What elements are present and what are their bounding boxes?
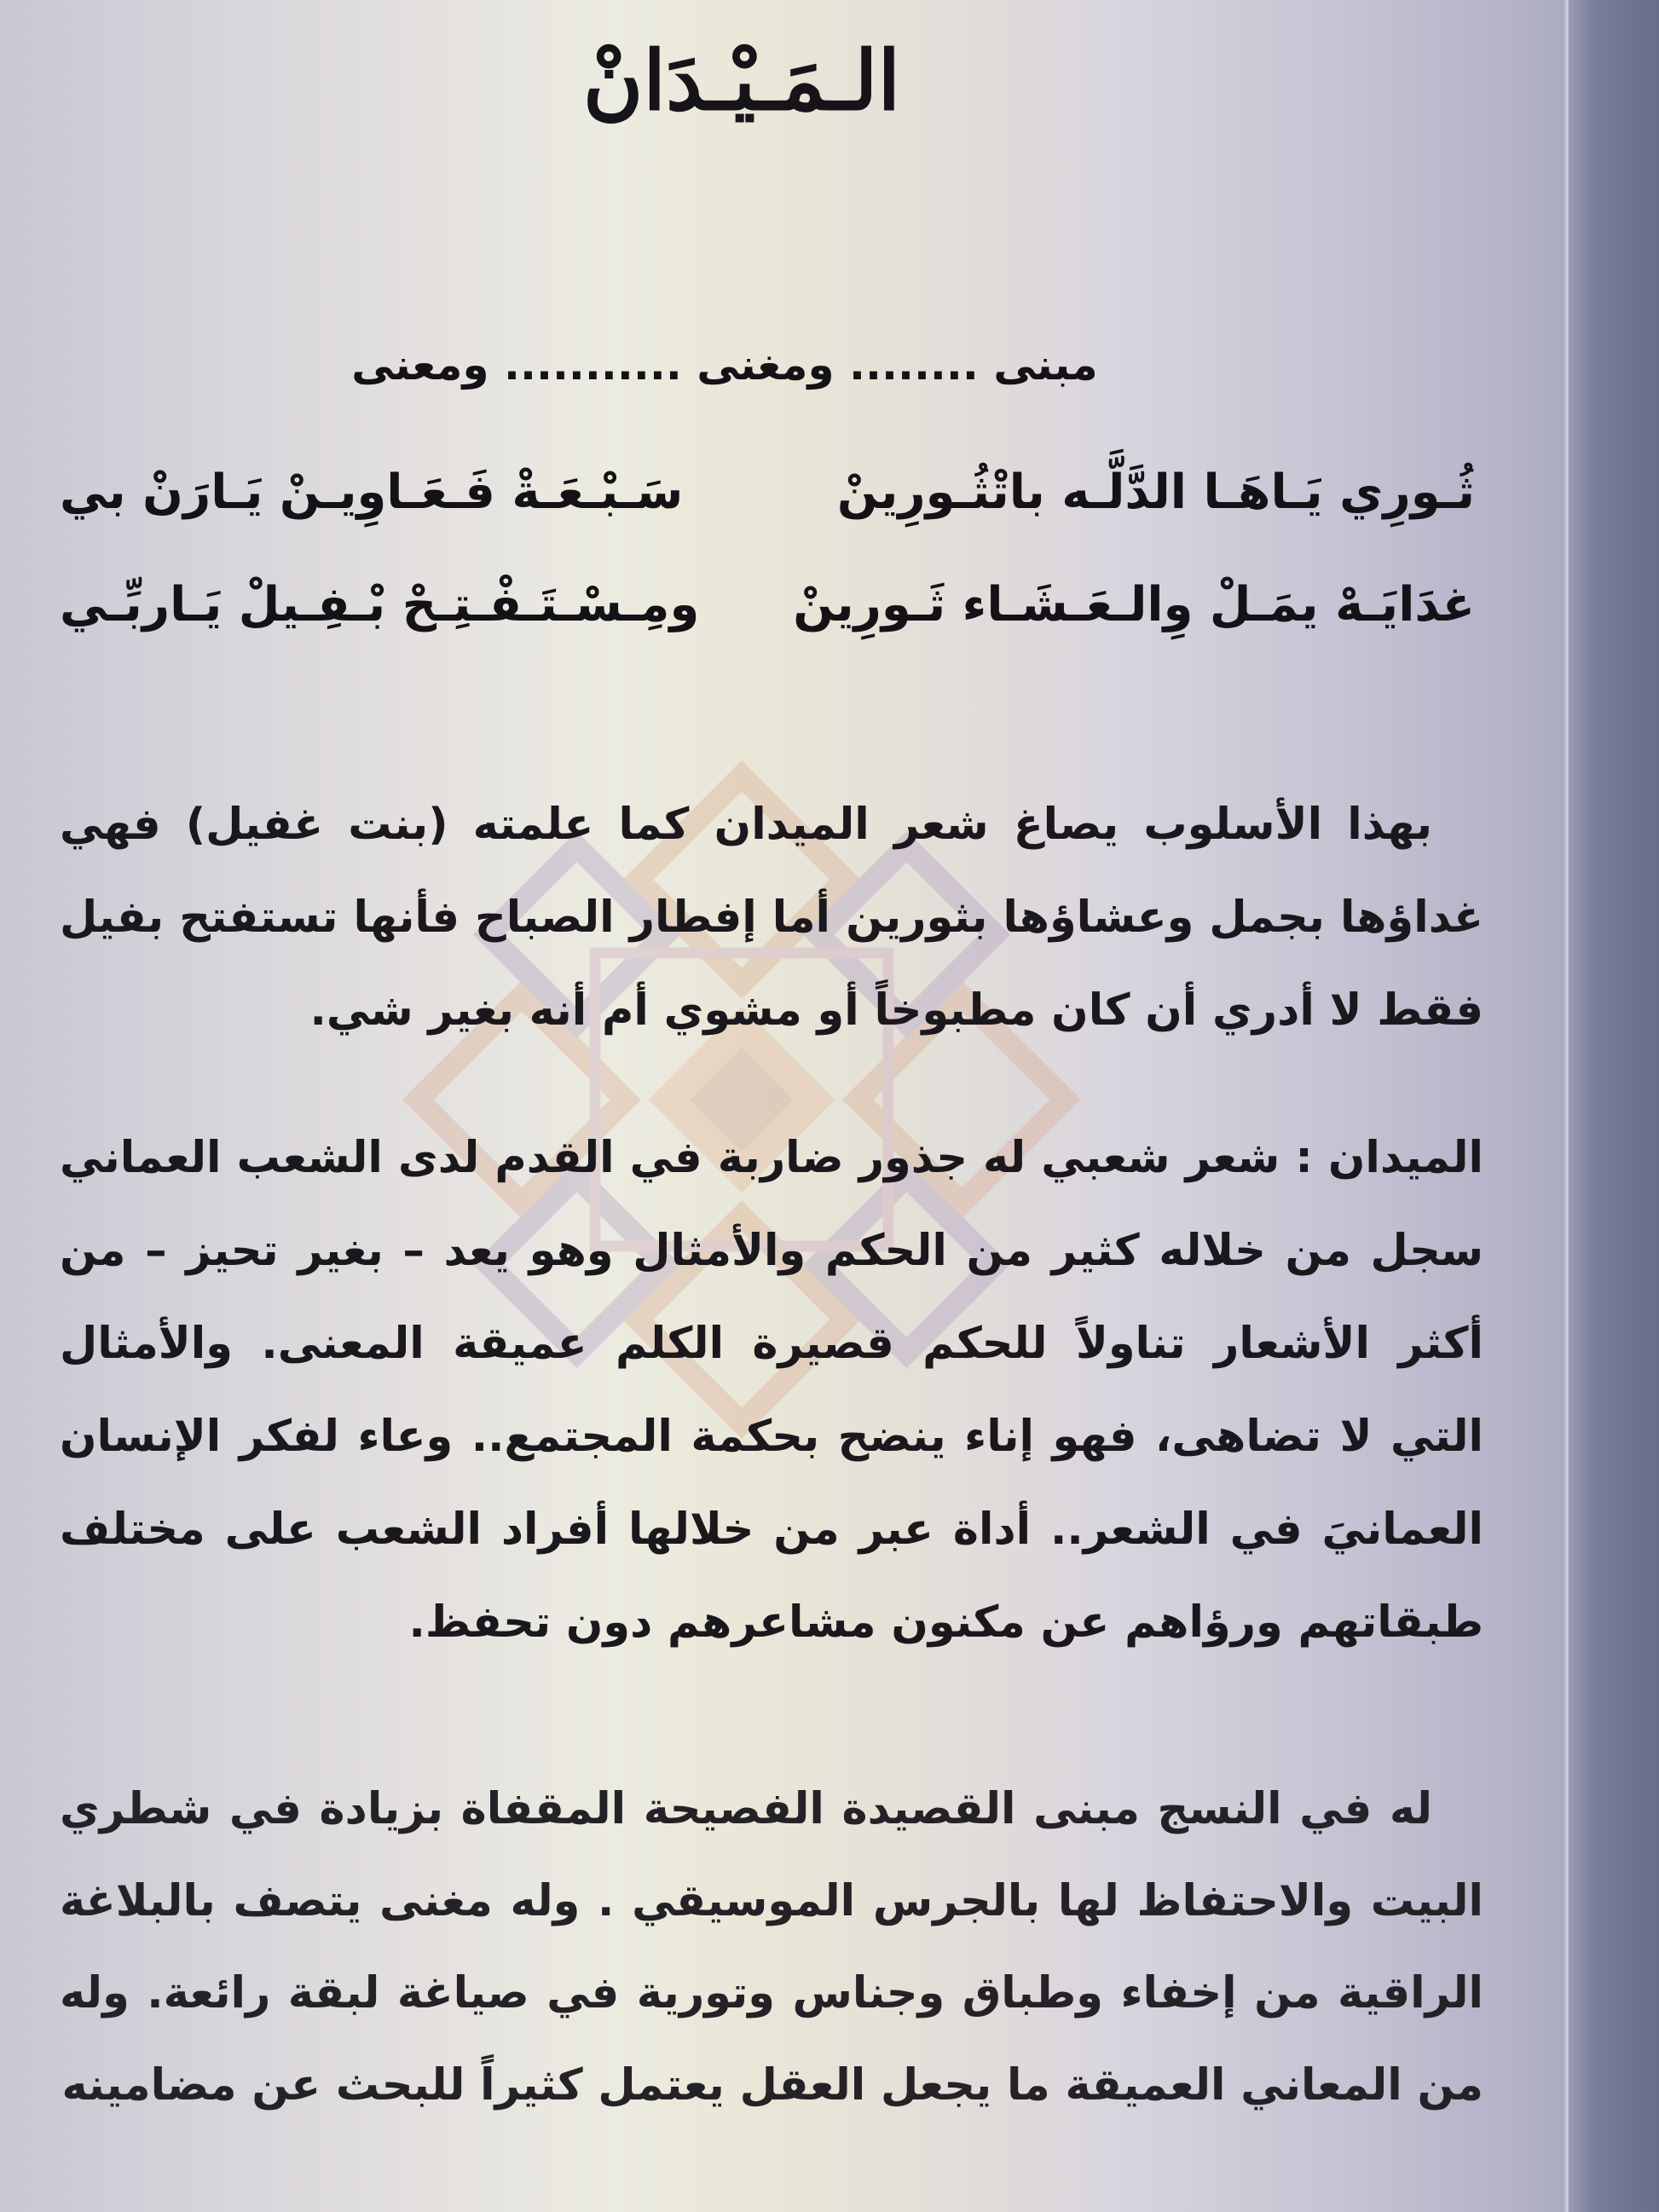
verse-line [60, 450, 1475, 535]
paragraph-definition: الميدان : شعر شعبي له جذور ضاربة في القدم لدى الشعب العماني سجل من خلاله كثير من الحكم والأمثال وهو يعد – بغير تحيز – من أكثر الأشعار تناولاً للحكم قصيرة الكلم عميقة المعنى. والأمثال التي لا تضاهى، فهو إناء ينضح بحكمة المجتمع.. وعاء لفكر الإنسان العمانيَ في الشعر.. أداة عبر من خلالها أفراد الشعب على مختلف طبقاتهم ورؤاهم عن مكنون مشاعرهم دون تحفظ. [60, 1133, 1483, 1648]
verse-first-hemistich: ثُـورِي يَـاهَـا الدَّلَّـه باتْثُـورِينْ [836, 465, 1475, 520]
paragraph-structure: له في النسج مبنى القصيدة الفصيحة المقفاة بزيادة في شطري البيت والاحتفاظ لها بالجرس الموسيقي . وله مغنى يتصف بالبلاغة الراقية من إخفاء وطباق وجناس وتورية في صياغة لبقة رائعة. وله من المعاني العميقة ما يجعل العقل يعتمل كثيراً للبحث عن مضامينه [60, 1784, 1483, 2111]
book-spine-gutter [1569, 0, 1659, 2212]
page-subtitle: مبنى ........ ومغنى ........... ومعنى [351, 340, 1098, 390]
verse-second-hemistich: ومِـسْـتَـفْـتِـحْ بْـفِـيلْ يَـاربِّـي [60, 577, 700, 632]
verse-first-hemistich: غدَايَـهْ يمَـلْ وِالـعَـشَـاء ثَـورِينْ [793, 577, 1475, 632]
verse-line [60, 563, 1475, 648]
paragraph-intro: بهذا الأسلوب يصاغ شعر الميدان كما علمته (بنت غفيل) فهي غداؤها بجمل وعشاؤها بثورين أما إفطار الصباح فأنها تستفتح بفيل فقط لا أدري أن كان مطبوخاً أو مشوي أم أنه بغير شي. [60, 800, 1483, 1036]
page-title: الـمَـيْـدَانْ [582, 32, 901, 129]
verse-second-hemistich: سَـبْـعَـةْ فَـعَـاوِيـنْ يَـارَنْ بي [60, 465, 684, 520]
